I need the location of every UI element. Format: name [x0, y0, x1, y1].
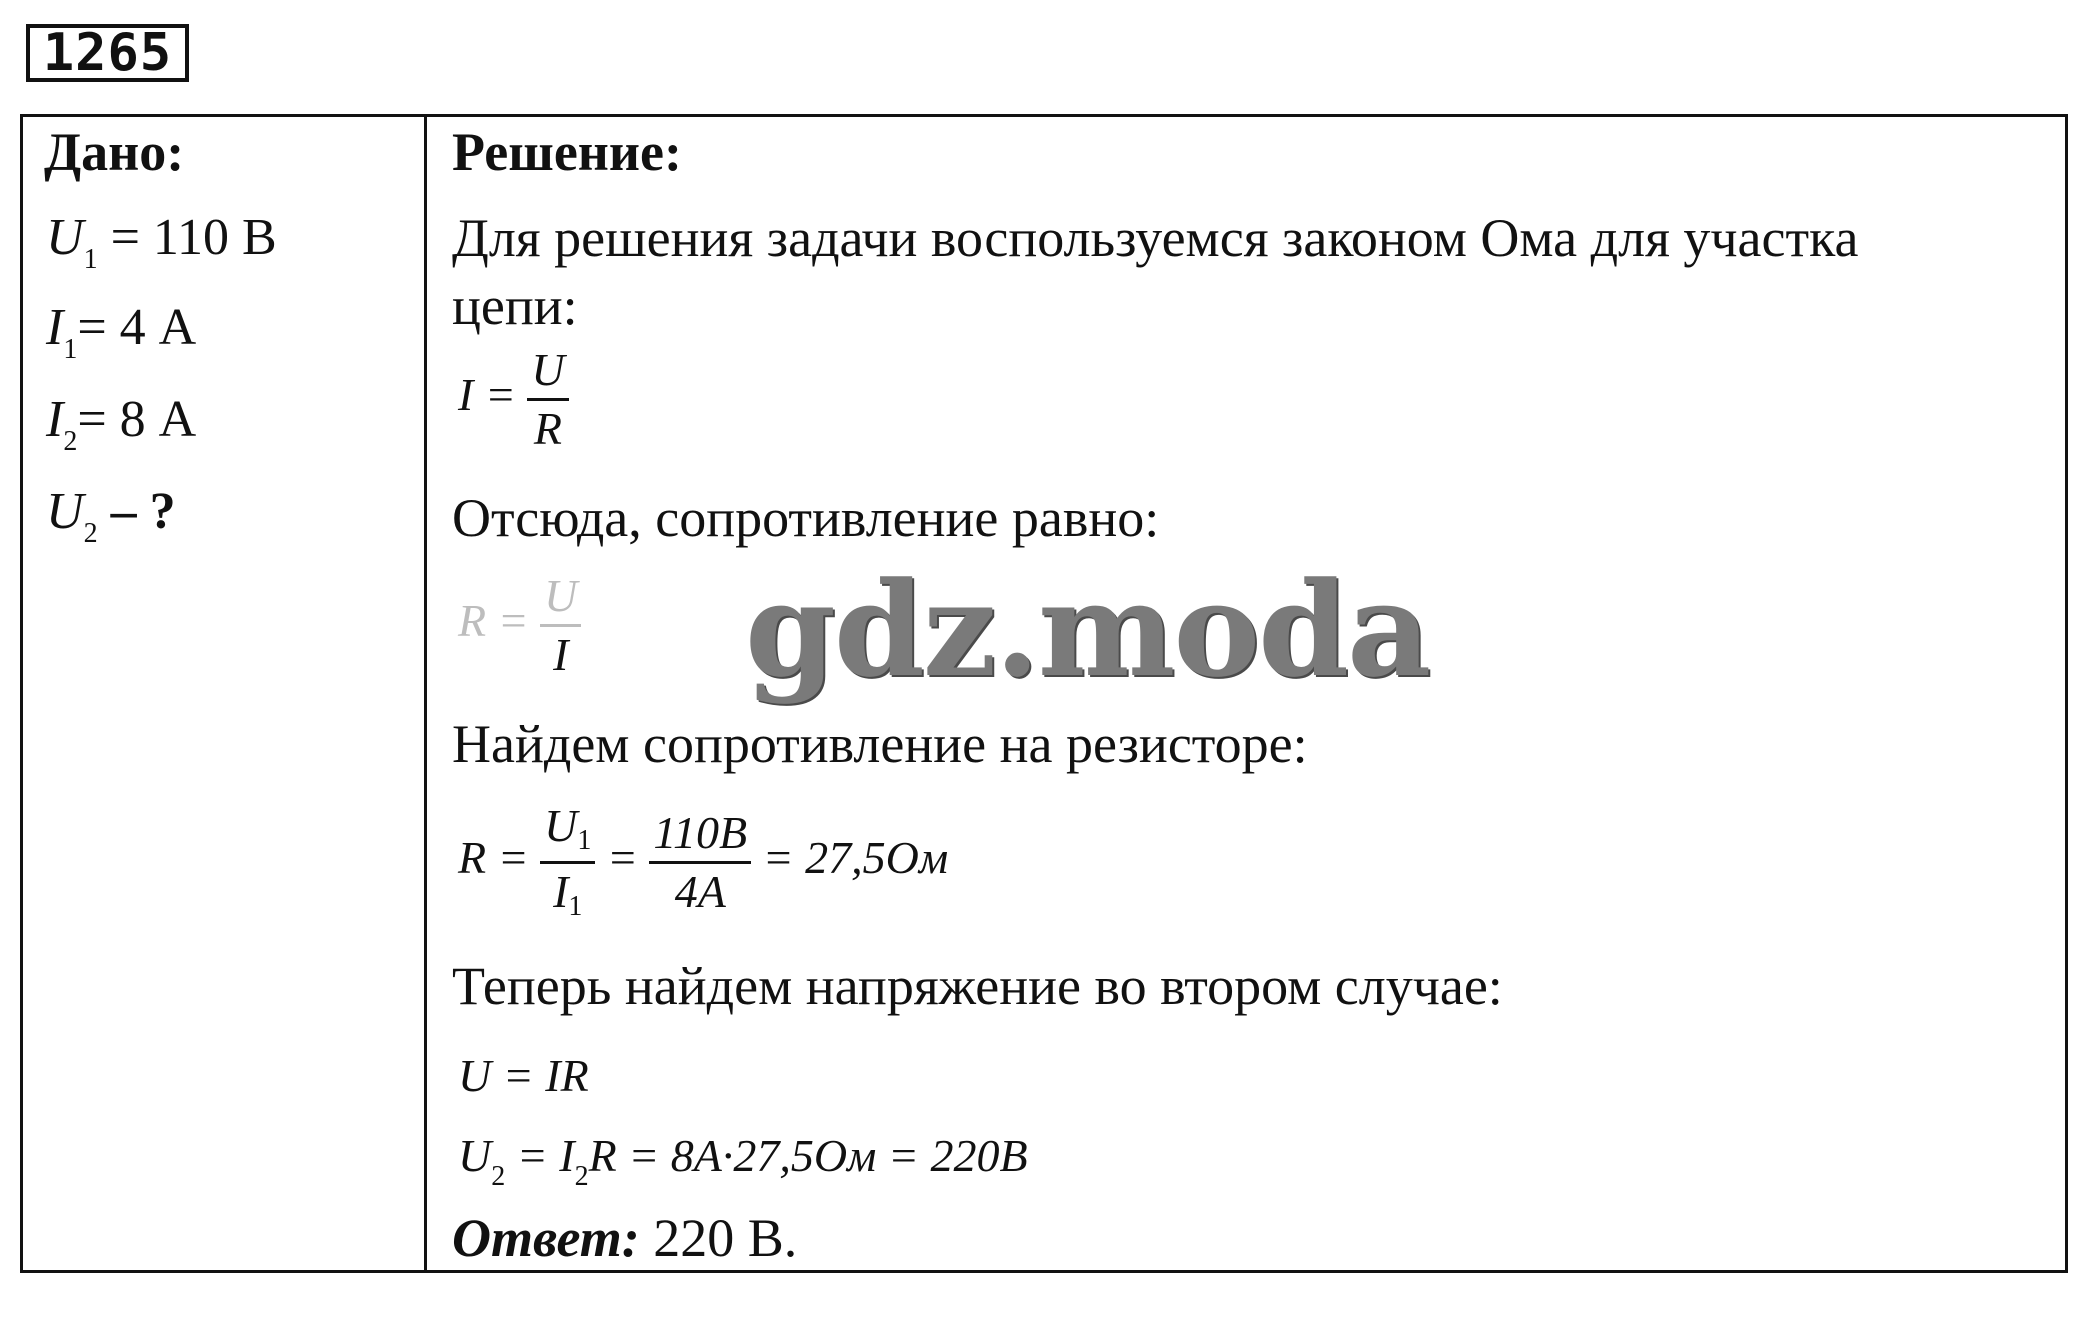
- answer-line: [452, 1208, 797, 1268]
- formula-part: R = 8A·27,5Ом = 220B: [588, 1130, 1028, 1181]
- given-sub: 1: [83, 244, 98, 275]
- given-item-i2: [46, 390, 196, 458]
- formula-resistance-value: [458, 798, 948, 927]
- given-value: = 4 А: [77, 299, 197, 356]
- given-sub: 2: [83, 518, 98, 549]
- given-value: = 110 В: [97, 209, 277, 266]
- formula-result: = 27,5Ом: [762, 832, 949, 884]
- fraction-numerator: [540, 798, 595, 864]
- formula-lhs: I =: [458, 369, 516, 421]
- given-header: Дано:: [44, 122, 185, 182]
- given-var: U: [46, 483, 84, 540]
- given-sub: 1: [63, 334, 78, 365]
- sub: 2: [491, 1161, 506, 1192]
- formula-ohm-law: [458, 342, 569, 457]
- formula-part: = I: [516, 1130, 575, 1181]
- given-var: I: [46, 299, 64, 356]
- given-var: I: [46, 391, 64, 448]
- solution-text: Теперь найдем напряжение во втором случае:: [452, 956, 1503, 1016]
- solution-header: Решение:: [452, 122, 682, 182]
- fraction-numerator: 110B: [649, 805, 751, 864]
- fraction-denominator: I: [553, 629, 569, 680]
- fraction: [649, 805, 751, 920]
- given-value: = 8 А: [77, 391, 197, 448]
- given-item-u2: [46, 482, 176, 550]
- var: U: [544, 800, 578, 851]
- given-item-u1: [46, 208, 277, 276]
- fraction: [540, 798, 595, 927]
- formula-voltage-value: [458, 1126, 1028, 1193]
- fraction-numerator: U: [527, 342, 568, 401]
- given-item-i1: [46, 298, 196, 366]
- sub: 1: [577, 825, 592, 856]
- formula-lhs: R =: [458, 595, 529, 647]
- solution-text: Для решения задачи воспользуемся законом Ома для участка: [452, 208, 1859, 268]
- answer-value: 220 В.: [639, 1208, 798, 1268]
- given-sub: 2: [63, 426, 78, 457]
- formula-resistance: [458, 568, 581, 683]
- formula-lhs: R =: [458, 832, 529, 884]
- equals-sign: =: [606, 832, 638, 884]
- sub: 2: [574, 1161, 589, 1192]
- fraction: [540, 568, 581, 683]
- solution-text: Отсюда, сопротивление равно:: [452, 488, 1160, 548]
- answer-label: Ответ:: [452, 1208, 640, 1268]
- formula-voltage: U = IR: [458, 1050, 589, 1101]
- column-divider: [424, 114, 427, 1273]
- solution-text: цепи:: [452, 276, 578, 336]
- var: U: [458, 1130, 492, 1181]
- solution-text: Найдем сопротивление на резисторе:: [452, 714, 1308, 774]
- var: I: [553, 866, 569, 917]
- fraction: [527, 342, 568, 457]
- fraction-numerator: U: [540, 568, 581, 627]
- given-var: U: [46, 209, 84, 266]
- sub: 1: [568, 891, 583, 922]
- watermark-logo: gdz.moda: [745, 553, 1430, 706]
- fraction-denominator: [540, 864, 595, 927]
- fraction-denominator: R: [533, 403, 563, 454]
- fraction-denominator: 4A: [674, 866, 726, 917]
- problem-number: 1265: [26, 24, 189, 82]
- given-unknown: – ?: [97, 483, 176, 540]
